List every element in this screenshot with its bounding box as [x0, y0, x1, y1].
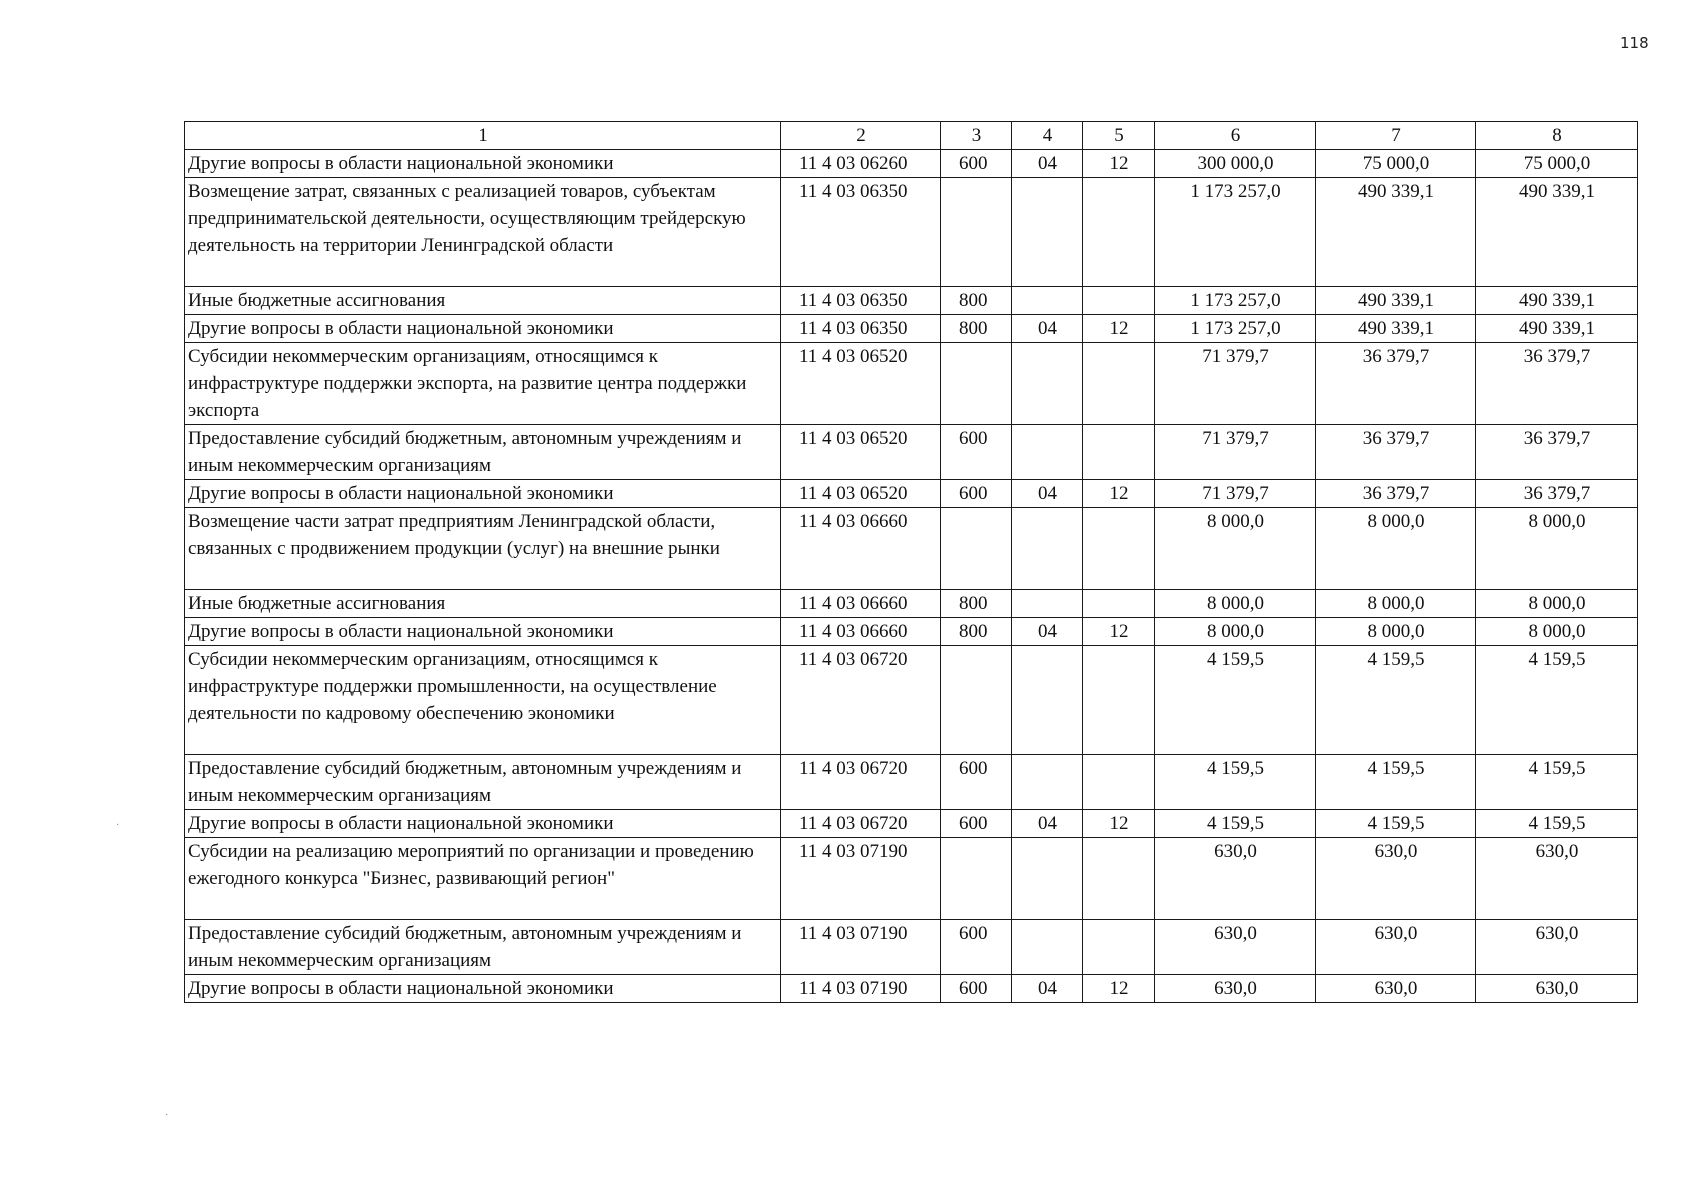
cell-amount-8: 490 339,1	[1476, 178, 1638, 287]
table-row	[185, 646, 1638, 755]
cell-vr: 800	[941, 287, 1012, 315]
cell-amount-6: 71 379,7	[1155, 343, 1316, 425]
cell-amount-6: 8 000,0	[1155, 618, 1316, 646]
cell-name: Другие вопросы в области национальной экономики	[185, 810, 781, 838]
cell-pr	[1083, 287, 1155, 315]
cell-amount-8: 8 000,0	[1476, 590, 1638, 618]
cell-rz	[1012, 590, 1083, 618]
cell-amount-7: 4 159,5	[1316, 810, 1476, 838]
cell-code: 11 4 03 07190	[781, 975, 941, 1003]
cell-name: Предоставление субсидий бюджетным, автономным учреждениям и иным некоммерческим организациям	[185, 920, 781, 975]
cell-code: 11 4 03 06520	[781, 480, 941, 508]
cell-vr: 800	[941, 618, 1012, 646]
cell-code: 11 4 03 06660	[781, 618, 941, 646]
cell-code: 11 4 03 06350	[781, 315, 941, 343]
cell-amount-7: 490 339,1	[1316, 287, 1476, 315]
cell-amount-8: 8 000,0	[1476, 618, 1638, 646]
cell-name: Другие вопросы в области национальной экономики	[185, 975, 781, 1003]
header-cell-1: 1	[185, 122, 781, 150]
cell-amount-6: 300 000,0	[1155, 150, 1316, 178]
cell-rz: 04	[1012, 618, 1083, 646]
budget-table	[184, 121, 1638, 1003]
cell-name: Возмещение части затрат предприятиям Ленинградской области, связанных с продвижением продукции (услуг) на внешние рынки	[185, 508, 781, 590]
cell-amount-7: 36 379,7	[1316, 425, 1476, 480]
table-row	[185, 838, 1638, 920]
cell-code: 11 4 03 06720	[781, 646, 941, 755]
cell-vr: 800	[941, 590, 1012, 618]
cell-amount-6: 1 173 257,0	[1155, 287, 1316, 315]
header-cell-7: 7	[1316, 122, 1476, 150]
cell-amount-8: 4 159,5	[1476, 755, 1638, 810]
cell-amount-7: 490 339,1	[1316, 315, 1476, 343]
cell-rz	[1012, 920, 1083, 975]
cell-amount-6: 630,0	[1155, 838, 1316, 920]
cell-rz	[1012, 646, 1083, 755]
cell-amount-8: 36 379,7	[1476, 343, 1638, 425]
table-row	[185, 480, 1638, 508]
cell-amount-7: 36 379,7	[1316, 343, 1476, 425]
table-row	[185, 755, 1638, 810]
cell-pr	[1083, 646, 1155, 755]
cell-amount-6: 71 379,7	[1155, 425, 1316, 480]
cell-rz	[1012, 755, 1083, 810]
cell-amount-8: 490 339,1	[1476, 315, 1638, 343]
table-row	[185, 810, 1638, 838]
cell-pr: 12	[1083, 975, 1155, 1003]
cell-rz: 04	[1012, 975, 1083, 1003]
table-row	[185, 920, 1638, 975]
cell-code: 11 4 03 06520	[781, 425, 941, 480]
cell-name: Предоставление субсидий бюджетным, автономным учреждениям и иным некоммерческим организациям	[185, 755, 781, 810]
cell-vr: 600	[941, 755, 1012, 810]
cell-code: 11 4 03 06660	[781, 590, 941, 618]
cell-amount-7: 4 159,5	[1316, 755, 1476, 810]
cell-pr: 12	[1083, 150, 1155, 178]
cell-pr	[1083, 425, 1155, 480]
cell-amount-8: 75 000,0	[1476, 150, 1638, 178]
cell-rz	[1012, 508, 1083, 590]
cell-amount-7: 490 339,1	[1316, 178, 1476, 287]
cell-vr: 600	[941, 425, 1012, 480]
cell-amount-8: 36 379,7	[1476, 425, 1638, 480]
cell-amount-7: 630,0	[1316, 838, 1476, 920]
cell-name: Субсидии некоммерческим организациям, относящимся к инфраструктуре поддержки промышленности, на осуществление деятельности по кадровому обеспечению экономики	[185, 646, 781, 755]
cell-pr	[1083, 755, 1155, 810]
cell-code: 11 4 03 06720	[781, 810, 941, 838]
table-row	[185, 178, 1638, 287]
cell-code: 11 4 03 06350	[781, 178, 941, 287]
cell-rz	[1012, 425, 1083, 480]
table-row	[185, 975, 1638, 1003]
cell-amount-8: 630,0	[1476, 838, 1638, 920]
table-row	[185, 618, 1638, 646]
table-row	[185, 425, 1638, 480]
cell-name: Иные бюджетные ассигнования	[185, 590, 781, 618]
cell-name: Предоставление субсидий бюджетным, автономным учреждениям и иным некоммерческим организациям	[185, 425, 781, 480]
cell-amount-6: 630,0	[1155, 920, 1316, 975]
table-row	[185, 287, 1638, 315]
cell-pr	[1083, 508, 1155, 590]
scan-speck: ·	[165, 1110, 169, 1121]
cell-name: Возмещение затрат, связанных с реализацией товаров, субъектам предпринимательской деятельности, осуществляющим трейдерскую деятельность на территории Ленинградской области	[185, 178, 781, 287]
table-row	[185, 343, 1638, 425]
cell-vr	[941, 838, 1012, 920]
cell-amount-7: 36 379,7	[1316, 480, 1476, 508]
cell-vr: 600	[941, 975, 1012, 1003]
cell-rz: 04	[1012, 315, 1083, 343]
cell-code: 11 4 03 06660	[781, 508, 941, 590]
scan-speck: ·	[116, 820, 120, 831]
cell-vr: 600	[941, 920, 1012, 975]
table-row	[185, 315, 1638, 343]
cell-code: 11 4 03 06720	[781, 755, 941, 810]
cell-pr: 12	[1083, 618, 1155, 646]
cell-vr: 800	[941, 315, 1012, 343]
cell-name: Другие вопросы в области национальной экономики	[185, 480, 781, 508]
header-cell-3: 3	[941, 122, 1012, 150]
cell-amount-8: 4 159,5	[1476, 646, 1638, 755]
cell-amount-6: 4 159,5	[1155, 810, 1316, 838]
cell-pr	[1083, 343, 1155, 425]
cell-vr	[941, 178, 1012, 287]
cell-vr	[941, 508, 1012, 590]
header-cell-4: 4	[1012, 122, 1083, 150]
header-cell-2: 2	[781, 122, 941, 150]
cell-code: 11 4 03 07190	[781, 920, 941, 975]
cell-rz	[1012, 178, 1083, 287]
cell-amount-7: 8 000,0	[1316, 618, 1476, 646]
cell-amount-8: 8 000,0	[1476, 508, 1638, 590]
table-row	[185, 150, 1638, 178]
cell-amount-6: 4 159,5	[1155, 646, 1316, 755]
cell-vr: 600	[941, 150, 1012, 178]
cell-amount-8: 630,0	[1476, 920, 1638, 975]
cell-amount-8: 4 159,5	[1476, 810, 1638, 838]
cell-name: Иные бюджетные ассигнования	[185, 287, 781, 315]
cell-rz	[1012, 287, 1083, 315]
cell-pr	[1083, 178, 1155, 287]
cell-amount-7: 8 000,0	[1316, 508, 1476, 590]
cell-amount-6: 8 000,0	[1155, 508, 1316, 590]
cell-amount-7: 630,0	[1316, 975, 1476, 1003]
cell-rz	[1012, 838, 1083, 920]
cell-name: Другие вопросы в области национальной экономики	[185, 150, 781, 178]
header-row	[185, 122, 1638, 150]
cell-pr: 12	[1083, 810, 1155, 838]
cell-amount-6: 630,0	[1155, 975, 1316, 1003]
page-number: 118	[1620, 34, 1649, 52]
cell-pr: 12	[1083, 480, 1155, 508]
cell-amount-6: 1 173 257,0	[1155, 178, 1316, 287]
header-cell-5: 5	[1083, 122, 1155, 150]
cell-name: Другие вопросы в области национальной экономики	[185, 315, 781, 343]
cell-name: Субсидии на реализацию мероприятий по организации и проведению ежегодного конкурса "Бизнес, развивающий регион"	[185, 838, 781, 920]
cell-amount-7: 630,0	[1316, 920, 1476, 975]
cell-name: Другие вопросы в области национальной экономики	[185, 618, 781, 646]
cell-name: Субсидии некоммерческим организациям, относящимся к инфраструктуре поддержки экспорта, на развитие центра поддержки экспорта	[185, 343, 781, 425]
cell-vr: 600	[941, 810, 1012, 838]
cell-amount-8: 36 379,7	[1476, 480, 1638, 508]
cell-code: 11 4 03 06520	[781, 343, 941, 425]
cell-vr	[941, 646, 1012, 755]
cell-amount-7: 4 159,5	[1316, 646, 1476, 755]
cell-amount-8: 490 339,1	[1476, 287, 1638, 315]
cell-rz: 04	[1012, 480, 1083, 508]
cell-rz: 04	[1012, 810, 1083, 838]
cell-rz	[1012, 343, 1083, 425]
header-cell-6: 6	[1155, 122, 1316, 150]
cell-amount-6: 71 379,7	[1155, 480, 1316, 508]
cell-vr: 600	[941, 480, 1012, 508]
cell-pr	[1083, 838, 1155, 920]
cell-code: 11 4 03 07190	[781, 838, 941, 920]
cell-rz: 04	[1012, 150, 1083, 178]
cell-code: 11 4 03 06350	[781, 287, 941, 315]
cell-amount-6: 1 173 257,0	[1155, 315, 1316, 343]
cell-amount-7: 75 000,0	[1316, 150, 1476, 178]
cell-amount-7: 8 000,0	[1316, 590, 1476, 618]
table-row	[185, 590, 1638, 618]
header-cell-8: 8	[1476, 122, 1638, 150]
cell-pr: 12	[1083, 315, 1155, 343]
cell-pr	[1083, 920, 1155, 975]
cell-amount-6: 4 159,5	[1155, 755, 1316, 810]
cell-amount-8: 630,0	[1476, 975, 1638, 1003]
table-row	[185, 508, 1638, 590]
cell-amount-6: 8 000,0	[1155, 590, 1316, 618]
cell-pr	[1083, 590, 1155, 618]
cell-vr	[941, 343, 1012, 425]
table-body	[185, 122, 1638, 1003]
cell-code: 11 4 03 06260	[781, 150, 941, 178]
